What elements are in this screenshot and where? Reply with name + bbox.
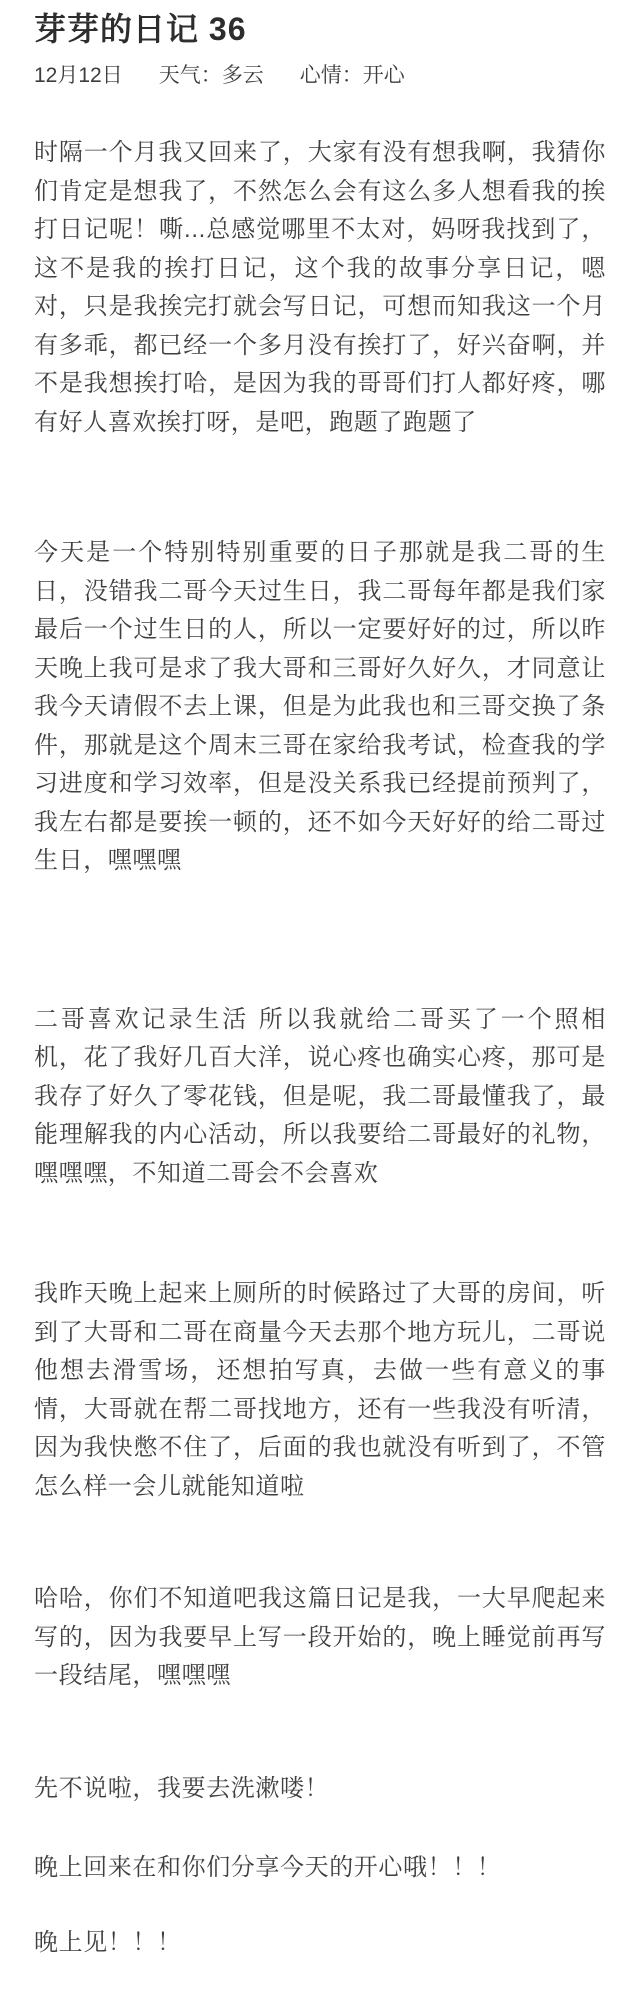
diary-paragraph-intro: 时隔一个月我又回来了，大家有没有想我啊，我猜你们肯定是想我了，不然怎么会有这么多人想看我的挨打日记呢！嘶...总感觉哪里不太对，妈呀我找到了，这不是我的挨打日记，这个我的故事分享日记，嗯对，只是我挨完打就会写日记，可想而知我这一个月有多乖，都已经一个多月没有挨打了，好兴奋啊，并不是我想挨打哈，是因为我的哥哥们打人都好疼，哪有好人喜欢挨打呀，是吧，跑题了跑题了	[34, 139, 606, 436]
diary-paragraph-see-tonight: 晚上见！！！	[34, 1928, 182, 1956]
diary-meta	[34, 61, 606, 91]
diary-paragraph-writing-time: 哈哈，你们不知道吧我这篇日记是我，一大早爬起来写的，因为我要早上写一段开始的，晚上睡觉前再写一段结尾，嘿嘿嘿	[34, 1585, 606, 1689]
diary-date: 12月12日	[34, 64, 123, 87]
diary-mood: 心情：开心	[299, 64, 405, 87]
diary-weather: 天气：多云	[158, 64, 264, 87]
diary-paragraph-share-later: 晚上回来在和你们分享今天的开心哦！！！	[34, 1854, 502, 1881]
diary-body	[34, 134, 606, 1962]
diary-paragraph-wash-up: 先不说啦，我要去洗漱喽！	[34, 1774, 330, 1802]
page-title: 芽芽的日记 36	[34, 11, 247, 47]
diary-paragraph-overheard: 我昨天晚上起来上厕所的时候路过了大哥的房间，听到了大哥和二哥在商量今天去那个地方玩儿，二哥说他想去滑雪场，还想拍写真，去做一些有意义的事情，大哥就在帮二哥找地方，还有一些我没有听清，因为我快憋不住了，后面的我也就没有听到了，不管怎么样一会儿就能知道啦	[34, 1280, 606, 1500]
diary-paragraph-birthday: 今天是一个特别特别重要的日子那就是我二哥的生日，没错我二哥今天过生日，我二哥每年都是我们家最后一个过生日的人，所以一定要好好的过，所以昨天晚上我可是求了我大哥和三哥好久好久，才同意让我今天请假不去上课，但是为此我也和三哥交换了条件，那就是这个周末三哥在家给我考试，检查我的学习进度和学习效率，但是没关系我已经提前预判了，我左右都是要挨一顿的，还不如今天好好的给二哥过生日，嘿嘿嘿	[34, 539, 606, 874]
diary-paragraph-gift: 二哥喜欢记录生活 所以我就给二哥买了一个照相机，花了我好几百大洋，说心疼也确实心疼，那可是我存了好久了零花钱，但是呢，我二哥最懂我了，最能理解我的内心活动，所以我要给二哥最好的礼物，嘿嘿嘿，不知道二哥会不会喜欢	[34, 1005, 606, 1187]
